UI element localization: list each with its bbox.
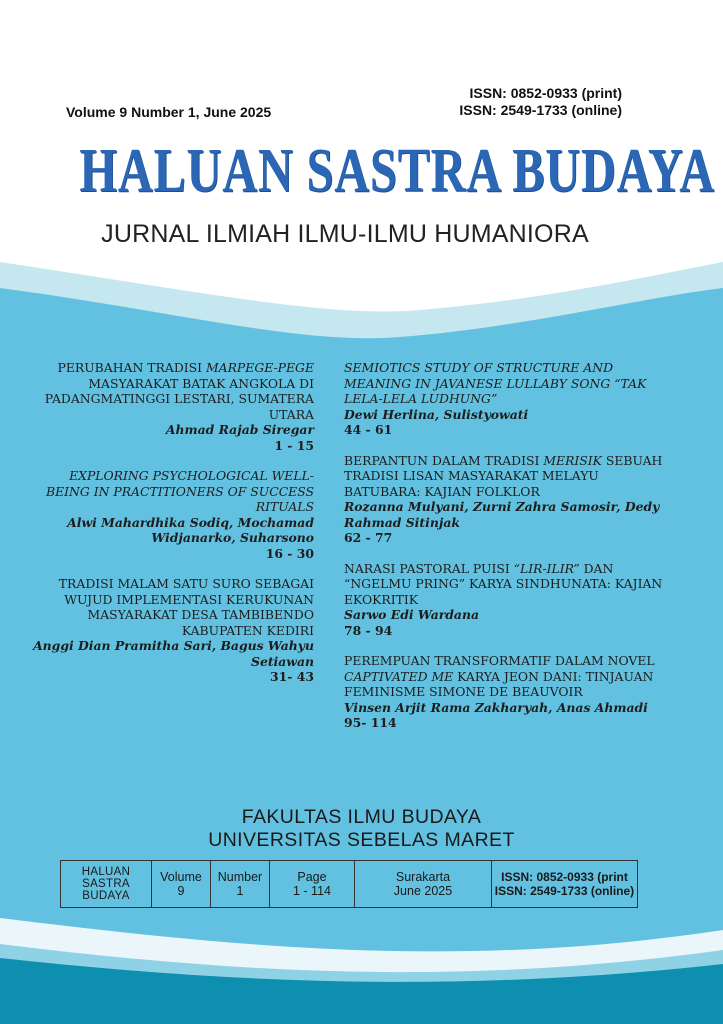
article-item — [344, 653, 674, 731]
article-authors: Ahmad Rajab Siregar — [165, 422, 314, 437]
article-item — [344, 453, 674, 546]
article-authors: Rozanna Mulyani, Zurni Zahra Samosir, Dedy Rahmad Sitinjak — [344, 499, 660, 530]
volume-value: 9 — [177, 884, 185, 898]
info-place-date-cell — [355, 861, 492, 908]
article-title: BERPANTUN DALAM TRADISI MERISIK SEBUAH TRADISI LISAN MASYARAKAT MELAYU BATUBARA: KAJIAN FOLKLOR — [344, 452, 663, 499]
article-pages: 95- 114 — [344, 715, 397, 730]
article-authors: Sarwo Edi Wardana — [344, 607, 480, 622]
faculty-name: FAKULTAS ILMU BUDAYA — [241, 806, 482, 828]
journal-abbr-line: SASTRA — [82, 878, 130, 890]
issn-online-footer: ISSN: 2549-1733 (online) — [494, 884, 635, 898]
articles-left-column — [28, 360, 314, 700]
article-pages: 1 - 15 — [274, 437, 314, 453]
article-authors: Vinsen Arjit Rama Zakharyah, Anas Ahmadi — [344, 699, 648, 715]
info-number-cell — [211, 861, 270, 908]
article-item — [28, 360, 314, 453]
article-title: SEMIOTICS STUDY OF STRUCTURE AND MEANING IN JAVANESE LULLABY SONG “TAK LELA-LELA LUDHUNG” — [344, 360, 647, 406]
issn-print-footer: ISSN: 0852-0933 (print — [501, 870, 628, 884]
date-label: June 2025 — [393, 884, 453, 898]
journal-abbr-line: HALUAN — [81, 866, 131, 878]
number-label: Number — [217, 870, 263, 884]
article-authors: Dewi Herlina, Sulistyowati — [344, 406, 529, 422]
issn-block — [432, 85, 622, 119]
issue-info-table — [60, 860, 638, 908]
article-pages: 16 - 30 — [265, 545, 314, 561]
article-authors: Anggi Dian Pramitha Sari, Bagus Wahyu Setiawan — [33, 638, 314, 669]
info-page-cell — [270, 861, 355, 908]
article-item — [344, 360, 674, 438]
article-title: PEREMPUAN TRANSFORMATIF DALAM NOVEL CAPTIVATED ME KARYA JEON DANI: TINJAUAN FEMINISME SIMONE DE BEAUVOIR — [344, 653, 655, 699]
info-volume-cell — [152, 861, 211, 908]
article-pages: 31- 43 — [270, 669, 314, 684]
journal-subtitle: JURNAL ILMIAH ILMU-ILMU HUMANIORA — [101, 220, 589, 248]
article-pages: 78 - 94 — [344, 622, 393, 638]
journal-title: HALUAN SASTRA BUDAYA — [79, 137, 715, 205]
place-label: Surakarta — [395, 870, 451, 884]
article-authors: Alwi Mahardhika Sodiq, Mochamad Widjanarko, Suharsono — [67, 514, 314, 545]
info-journal-cell — [61, 861, 152, 908]
info-issn-cell — [492, 861, 638, 908]
issn-print: ISSN: 0852-0933 (print) — [469, 85, 622, 101]
article-title: PERUBAHAN TRADISI MARPEGE-PEGE MASYARAKAT BATAK ANGKOLA DI PADANGMATINGGI LESTARI, SUMATERA UTARA — [44, 360, 314, 422]
article-item — [28, 468, 314, 561]
article-item — [344, 561, 674, 639]
volume-line: Volume 9 Number 1, June 2025 — [66, 104, 272, 120]
page-label: Page — [297, 870, 327, 884]
page-value: 1 - 114 — [293, 884, 331, 898]
article-pages: 44 - 61 — [344, 422, 393, 437]
article-title: NARASI PASTORAL PUISI “LIR-ILIR” DAN “NGELMU PRING” KARYA SINDHUNATA: KAJIAN EKOKRITIK — [344, 560, 663, 607]
article-title: EXPLORING PSYCHOLOGICAL WELL-BEING IN PRACTITIONERS OF SUCCESS RITUALS — [45, 468, 314, 514]
issn-online: ISSN: 2549-1733 (online) — [459, 102, 622, 118]
number-value: 1 — [236, 884, 244, 898]
article-title: TRADISI MALAM SATU SURO SEBAGAI WUJUD IMPLEMENTASI KERUKUNAN MASYARAKAT DESA TAMBIBENDO KABUPATEN KEDIRI — [58, 576, 314, 638]
article-pages: 62 - 77 — [344, 530, 393, 545]
volume-label: Volume — [160, 870, 202, 884]
journal-abbr-line: BUDAYA — [82, 890, 130, 902]
university-name: UNIVERSITAS SEBELAS MARET — [208, 829, 515, 851]
publisher-block — [0, 806, 723, 852]
article-item — [28, 576, 314, 685]
articles-right-column — [344, 360, 674, 746]
